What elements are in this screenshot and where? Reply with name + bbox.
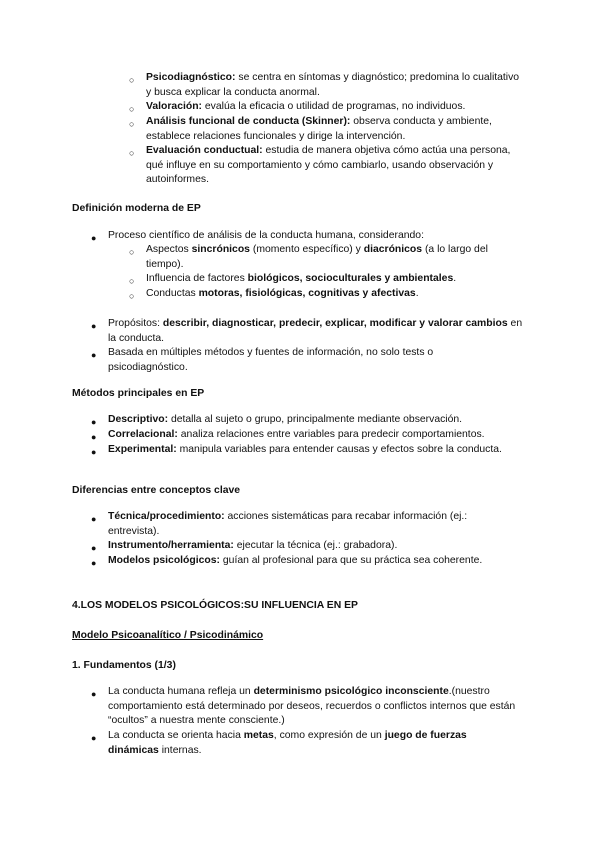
- list-item: Proceso científico de análisis de la conducta humana, considerando:: [108, 230, 424, 241]
- list-item: Aspectos sincrónicos (momento específico) y diacrónicos (a lo largo del tiempo).: [146, 244, 488, 270]
- section-heading: Métodos principales en EP: [72, 388, 205, 399]
- bullet-icon: ●: [91, 558, 97, 568]
- list-item: Propósitos: describir, diagnosticar, predecir, explicar, modificar y valorar cambios en la conducta.: [108, 318, 523, 344]
- list-item: Psicodiagnóstico: se centra en síntomas y diagnóstico; predomina lo cualitativo y busca explicar la conducta anormal.: [146, 72, 520, 98]
- list-item: Valoración: evalúa la eficacia o utilidad de programas, no individuos.: [146, 101, 466, 112]
- list-item: La conducta se orienta hacia metas, como expresión de un juego de fuerzas dinámicas internas.: [108, 730, 467, 756]
- bullet-icon: ●: [91, 514, 97, 524]
- bullet-icon: ●: [91, 689, 97, 699]
- list-item: Técnica/procedimiento: acciones sistemáticas para recabar información (ej.: entrevista).: [108, 511, 468, 537]
- bullet-icon: ●: [91, 350, 97, 360]
- section-heading: 1. Fundamentos (1/3): [72, 660, 176, 671]
- bullet-icon: ●: [91, 417, 97, 427]
- bullet-icon: ●: [91, 733, 97, 743]
- hollow-bullet-icon: ○: [129, 75, 135, 85]
- section-heading: Diferencias entre conceptos clave: [72, 485, 241, 496]
- bullet-icon: ●: [91, 321, 97, 331]
- list-item: Evaluación conductual: estudia de manera objetiva cómo actúa una persona, qué influye en su comportamiento y cómo cambiarlo, usando observación y autoinformes.: [146, 145, 511, 186]
- hollow-bullet-icon: ○: [129, 291, 135, 301]
- hollow-bullet-icon: ○: [129, 119, 135, 129]
- section-title: 4.LOS MODELOS PSICOLÓGICOS:SU INFLUENCIA EN EP: [72, 600, 358, 611]
- list-item: Descriptivo: detalla al sujeto o grupo, principalmente mediante observación.: [108, 414, 463, 425]
- list-item: Conductas motoras, fisiológicas, cognitivas y afectivas.: [146, 288, 419, 299]
- list-item: Experimental: manipula variables para entender causas y efectos sobre la conducta.: [108, 444, 502, 455]
- subsection-title: Modelo Psicoanalítico / Psicodinámico: [72, 630, 264, 641]
- list-item: La conducta humana refleja un determinismo psicológico inconsciente.(nuestro comportamiento está determinado por deseos, recuerdos o conflictos internos que están “ocultos” a nuestra mente consciente.): [108, 686, 516, 727]
- hollow-bullet-icon: ○: [129, 104, 135, 114]
- list-item: Influencia de factores biológicos, socioculturales y ambientales.: [146, 273, 457, 284]
- list-item: Correlacional: analiza relaciones entre variables para predecir comportamientos.: [108, 429, 485, 440]
- bullet-icon: ●: [91, 543, 97, 553]
- list-item: Instrumento/herramienta: ejecutar la técnica (ej.: grabadora).: [108, 540, 398, 551]
- list-item: Basada en múltiples métodos y fuentes de información, no solo tests o psicodiagnóstico.: [108, 347, 434, 373]
- bullet-icon: ●: [91, 233, 97, 243]
- list-item: Análisis funcional de conducta (Skinner): observa conducta y ambiente, establece relaciones funcionales y dirige la intervención.: [146, 116, 492, 142]
- hollow-bullet-icon: ○: [129, 276, 135, 286]
- bullet-icon: ●: [91, 432, 97, 442]
- hollow-bullet-icon: ○: [129, 247, 135, 257]
- list-item: Modelos psicológicos: guían al profesional para que su práctica sea coherente.: [108, 555, 483, 566]
- bullet-icon: ●: [91, 447, 97, 457]
- hollow-bullet-icon: ○: [129, 148, 135, 158]
- section-heading: Definición moderna de EP: [72, 203, 201, 214]
